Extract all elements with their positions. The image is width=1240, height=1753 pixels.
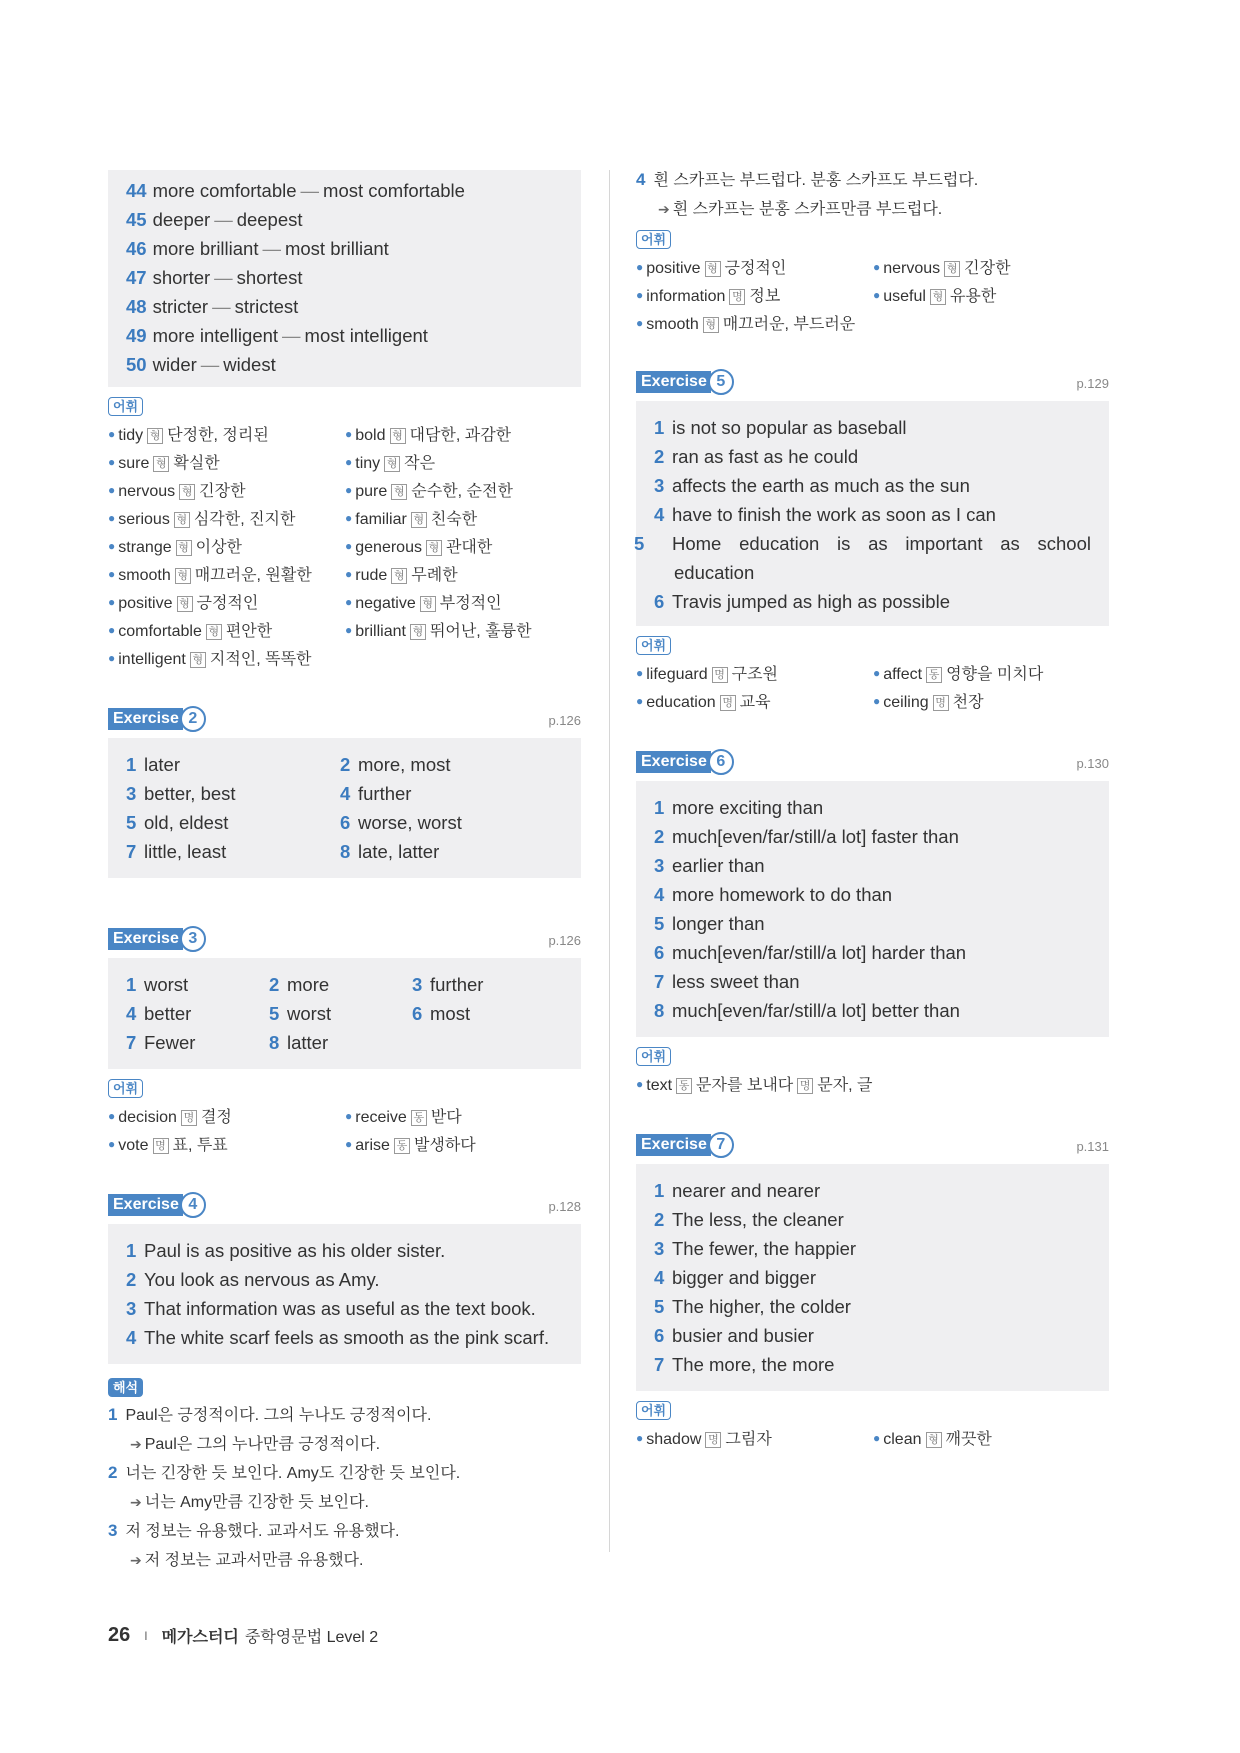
bullet-icon: ● (636, 1431, 644, 1445)
answer-46: 46 more brilliant — most brilliant (126, 238, 389, 259)
page-ref: p.130 (1076, 756, 1109, 771)
answer-item: 4 better (126, 1003, 192, 1024)
vocab-item: ● nervous 형 긴장한 (108, 483, 246, 500)
vocab-item: ● useful 형 유용한 (873, 288, 997, 305)
page-ref: p.126 (548, 933, 581, 948)
book-title: 메가스터디 중학영문법 Level 2 (161, 1629, 379, 1646)
answer-item: 3 better, best (126, 783, 236, 804)
translation-line: 2 너는 긴장한 듯 보인다. Amy도 긴장한 듯 보인다. (108, 1463, 461, 1482)
translation-line: 3 저 정보는 유용했다. 교과서도 유용했다. (108, 1521, 400, 1540)
vocab-item: ● tiny 형 작은 (345, 455, 436, 472)
answer-item: 6 worse, worst (340, 812, 462, 833)
page-footer (108, 1624, 378, 1647)
answer-45: 45 deeper — deepest (126, 209, 303, 230)
arrow-right-icon: ➔ (130, 1494, 142, 1510)
page-ref: p.129 (1076, 376, 1109, 391)
vocab-grid (636, 661, 1109, 717)
bullet-icon: ● (108, 1137, 116, 1151)
bullet-icon: ● (873, 694, 881, 708)
translation-line: 4 흰 스카프는 부드럽다. 분홍 스카프도 부드럽다. (636, 170, 979, 189)
answer-item: 3 further (412, 974, 484, 995)
exercise-tag: Exercise 2 (108, 708, 206, 730)
bullet-icon: ● (873, 666, 881, 680)
page-number: 26 (108, 1624, 131, 1646)
vocab-section-ex4 (636, 230, 1109, 339)
page-ref: p.128 (548, 1199, 581, 1214)
vocab-item: ● affect 동 영향을 미치다 (873, 666, 1044, 683)
vocab-item: ● positive 형 긍정적인 (636, 260, 787, 277)
vocab-item: ● clean 형 깨끗한 (873, 1431, 992, 1448)
answer-49: 49 more intelligent — most intelligent (126, 325, 428, 346)
translation-result: ➔ 저 정보는 교과서만큼 유용했다. (130, 1552, 364, 1569)
answer-item: 1 Paul is as positive as his older sister. (126, 1240, 446, 1261)
vocab-tag: 어휘 (636, 1401, 671, 1420)
vocab-item: ● serious 형 심각한, 진지한 (108, 511, 296, 528)
answer-item: 7 little, least (126, 841, 227, 862)
answer-item: 8 much[even/far/still/a lot] better than (654, 1000, 960, 1021)
column-divider (609, 170, 610, 1552)
answer-item: 7 Fewer (126, 1032, 196, 1053)
bullet-icon: ● (108, 595, 116, 609)
answer-item: 4 more homework to do than (654, 884, 893, 905)
answer-box (108, 958, 581, 1069)
arrow-right-icon: ➔ (130, 1552, 142, 1568)
vocab-item: ● sure 형 확실한 (108, 455, 220, 472)
answer-item: 8 latter (269, 1032, 329, 1053)
vocab-item: ● vote 명 표, 투표 (108, 1137, 228, 1154)
exercise-5 (636, 367, 1109, 717)
exercise-4-header (108, 1190, 581, 1216)
answer-item: 3 That information was as useful as the text book. (126, 1298, 536, 1319)
vocab-item: ● intelligent 형 지적인, 똑똑한 (108, 651, 312, 668)
bullet-icon: ● (345, 511, 353, 525)
answer-item: 4 further (340, 783, 412, 804)
answer-item: 7 less sweet than (654, 971, 800, 992)
vocab-item: ● text 동 문자를 보내다 명 문자, 글 (636, 1077, 873, 1094)
answer-44: 44 more comfortable — most comfortable (126, 180, 465, 201)
exercise-tag: Exercise 4 (108, 1194, 206, 1216)
bullet-icon: ● (345, 1137, 353, 1151)
arrow-right-icon: ➔ (658, 201, 670, 217)
answer-item: 6 busier and busier (654, 1325, 814, 1346)
answer-box (108, 738, 581, 878)
exercise-tag: Exercise 7 (636, 1134, 734, 1156)
vocab-item: ● rude 형 무례한 (345, 567, 458, 584)
answer-box (636, 1164, 1109, 1391)
bullet-icon: ● (345, 567, 353, 581)
bullet-icon: ● (636, 316, 644, 330)
exercise-3 (108, 924, 581, 1160)
translation-continued (636, 166, 1109, 224)
bullet-icon: ● (345, 595, 353, 609)
vocab-item: ● shadow 명 그림자 (636, 1431, 772, 1448)
exercise-3-header (108, 924, 581, 950)
exercise-tag: Exercise 3 (108, 928, 206, 950)
answer-item: 3 affects the earth as much as the sun (654, 475, 970, 496)
answer-item: 1 more exciting than (654, 797, 824, 818)
bullet-icon: ● (636, 666, 644, 680)
vocab-item: ● familiar 형 친숙한 (345, 511, 478, 528)
vocab-item: ● strange 형 이상한 (108, 539, 242, 556)
bullet-icon: ● (108, 455, 116, 469)
answer-item: 2 more (269, 974, 330, 995)
answer-item: 5 The higher, the colder (654, 1296, 851, 1317)
vocab-grid (636, 255, 1109, 339)
right-column (636, 166, 1109, 1454)
vocab-item: ● brilliant 형 뛰어난, 훌륭한 (345, 623, 532, 640)
exercise-7 (636, 1130, 1109, 1454)
bullet-icon: ● (108, 1109, 116, 1123)
bullet-icon: ● (636, 260, 644, 274)
vocab-item: ● generous 형 관대한 (345, 539, 493, 556)
vocab-item: ● decision 명 결정 (108, 1109, 232, 1126)
vocab-section-ex5 (636, 636, 1109, 717)
vocab-grid (636, 1426, 1109, 1454)
vocab-item: ● education 명 교육 (636, 694, 771, 711)
answer-item: 8 late, latter (340, 841, 440, 862)
page-ref: p.126 (548, 713, 581, 728)
translation-result: ➔ 너는 Amy만큼 긴장한 듯 보인다. (130, 1494, 369, 1511)
vocab-section-ex7 (636, 1401, 1109, 1454)
answer-48: 48 stricter — strictest (126, 296, 299, 317)
exercise-2 (108, 704, 581, 878)
bullet-icon: ● (345, 427, 353, 441)
answer-item: 5 longer than (654, 913, 765, 934)
translation-result: ➔ 흰 스카프는 분홍 스카프만큼 부드럽다. (658, 201, 943, 218)
answer-item: 1 later (126, 754, 180, 775)
vocab-item: ● negative 형 부정적인 (345, 595, 502, 612)
answer-box (636, 781, 1109, 1037)
bullet-icon: ● (345, 455, 353, 469)
bullet-icon: ● (636, 1077, 644, 1091)
translation-line: 1 Paul은 긍정적이다. 그의 누나도 긍정적이다. (108, 1405, 432, 1424)
answer-item: 5 old, eldest (126, 812, 229, 833)
vocab-item: ● pure 형 순수한, 순전한 (345, 483, 513, 500)
bullet-icon: ● (636, 694, 644, 708)
bullet-icon: ● (345, 483, 353, 497)
vocab-item: ● ceiling 명 천장 (873, 694, 984, 711)
bullet-icon: ● (345, 1109, 353, 1123)
exercise-tag: Exercise 6 (636, 751, 734, 773)
vocab-section-ex3 (108, 1079, 581, 1160)
arrow-right-icon: ➔ (130, 1436, 142, 1452)
page-ref: p.131 (1076, 1139, 1109, 1154)
answer-item: 4 The white scarf feels as smooth as the pink scarf. (126, 1327, 550, 1348)
answer-item: 6 much[even/far/still/a lot] harder than (654, 942, 967, 963)
vocab-section-top (108, 397, 581, 674)
vocab-item: ● bold 형 대담한, 과감한 (345, 427, 512, 444)
exercise-6-header (636, 747, 1109, 773)
answer-item: 5 worst (269, 1003, 332, 1024)
vocab-item: ● smooth 형 매끄러운, 부드러운 (636, 316, 856, 333)
exercise-6 (636, 747, 1109, 1100)
answer-box (108, 1224, 581, 1364)
answer-50: 50 wider — widest (126, 354, 276, 375)
answer-item: 5 Home education is as important as school education (634, 533, 1091, 583)
bullet-icon: ● (108, 483, 116, 497)
answer-item: 4 have to finish the work as soon as I can (654, 504, 996, 525)
bullet-icon: ● (636, 288, 644, 302)
answer-item: 2 more, most (340, 754, 451, 775)
exercise-tag: Exercise 5 (636, 371, 734, 393)
answer-item: 2 much[even/far/still/a lot] faster than (654, 826, 959, 847)
exercise-5-header (636, 367, 1109, 393)
vocab-item: ● lifeguard 명 구조원 (636, 666, 778, 683)
answer-item: 2 The less, the cleaner (654, 1209, 844, 1230)
vocab-item: ● positive 형 긍정적인 (108, 595, 259, 612)
answer-item: 7 The more, the more (654, 1354, 835, 1375)
answer-item: 3 The fewer, the happier (654, 1238, 857, 1259)
vocab-grid (108, 1104, 581, 1160)
vocab-item: ● receive 동 받다 (345, 1109, 462, 1126)
exercise-7-header (636, 1130, 1109, 1156)
bullet-icon: ● (873, 288, 881, 302)
vocab-item: ● comfortable 형 편안한 (108, 623, 273, 640)
vocab-tag: 어휘 (636, 1047, 671, 1066)
bullet-icon: ● (873, 260, 881, 274)
vocab-item: ● tidy 형 단정한, 정리된 (108, 427, 269, 444)
answer-item: 2 ran as fast as he could (654, 446, 859, 467)
bullet-icon: ● (108, 539, 116, 553)
vocab-item: ● information 명 정보 (636, 288, 781, 305)
bullet-icon: ● (345, 623, 353, 637)
vocab-item: ● smooth 형 매끄러운, 원활한 (108, 567, 312, 584)
answer-47: 47 shorter — shortest (126, 267, 303, 288)
answer-box (636, 401, 1109, 626)
vocab-tag: 어휘 (108, 1079, 143, 1098)
answer-item: 1 worst (126, 974, 189, 995)
translation-tag: 해석 (108, 1378, 143, 1397)
vocab-section-ex6 (636, 1047, 1109, 1100)
vocab-tag: 어휘 (636, 636, 671, 655)
bullet-icon: ● (873, 1431, 881, 1445)
vocab-item: ● nervous 형 긴장한 (873, 260, 1011, 277)
bullet-icon: ● (108, 623, 116, 637)
answer-item: 1 is not so popular as baseball (654, 417, 907, 438)
answer-box-44-50 (108, 170, 581, 387)
answer-item: 1 nearer and nearer (654, 1180, 821, 1201)
answer-item: 6 most (412, 1003, 471, 1024)
bullet-icon: ● (108, 427, 116, 441)
exercise-4 (108, 1190, 581, 1575)
answer-item: 6 Travis jumped as high as possible (654, 591, 950, 612)
answer-item: 4 bigger and bigger (654, 1267, 816, 1288)
translation-result: ➔ Paul은 그의 누나만큼 긍정적이다. (130, 1436, 381, 1453)
vocab-tag: 어휘 (636, 230, 671, 249)
bullet-icon: ● (108, 651, 116, 665)
bullet-icon: ● (108, 511, 116, 525)
vocab-grid-top (108, 422, 581, 674)
left-column (108, 170, 581, 1575)
exercise-2-header (108, 704, 581, 730)
vocab-tag: 어휘 (108, 397, 143, 416)
answer-item: 3 earlier than (654, 855, 765, 876)
footer-separator: I (144, 1628, 148, 1643)
vocab-item: ● arise 동 발생하다 (345, 1137, 476, 1154)
bullet-icon: ● (345, 539, 353, 553)
translation-section (108, 1378, 581, 1575)
answer-item: 2 You look as nervous as Amy. (126, 1269, 380, 1290)
bullet-icon: ● (108, 567, 116, 581)
